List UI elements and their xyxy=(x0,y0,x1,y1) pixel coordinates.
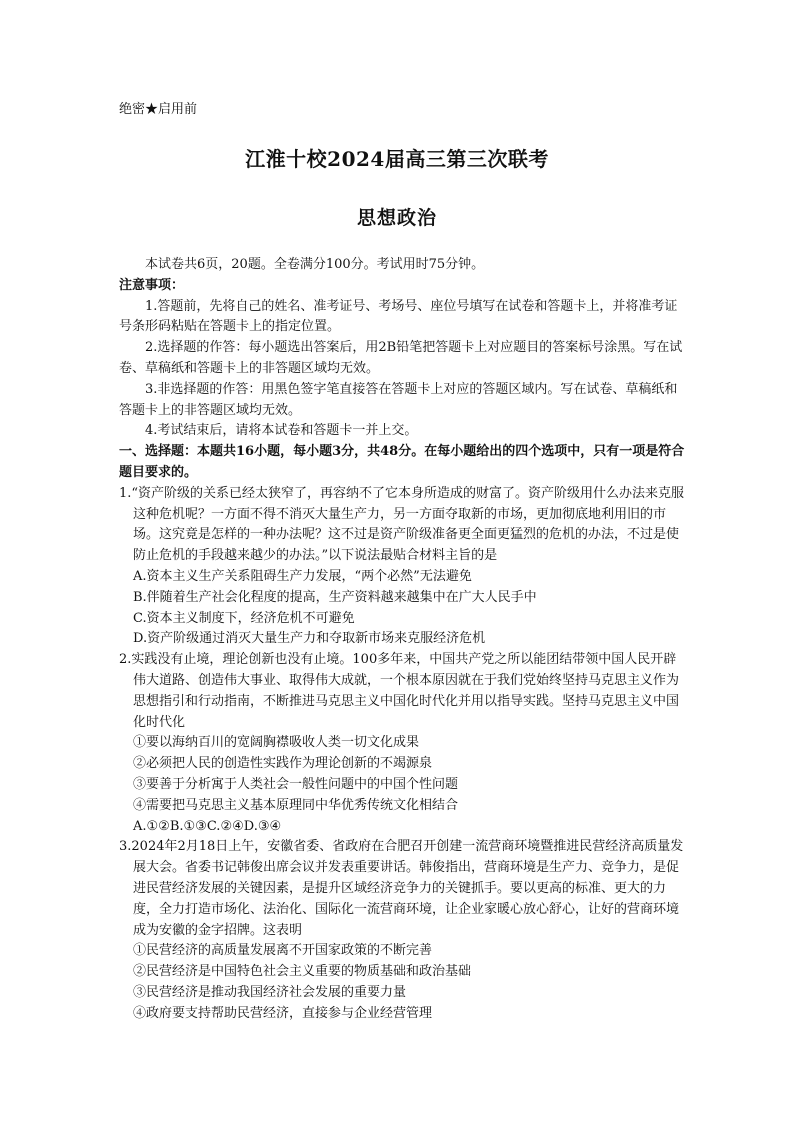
question-stem: 1.“资产阶级的关系已经太狭窄了，再容纳不了它本身所造成的财富了。资产阶级用什么办法来克服这种危机呢？一方面不得不消灭大量生产力，另一方面夺取新的市场，更加彻底地利用旧的市场。这究竟是怎样的一种办法呢？这不过是资产阶级准备更全面更猛烈的危机的办法，不过是使防止危机的手段越来越少的办法。”以下说法最贴合材料主旨的是 xyxy=(119,485,685,564)
exam-title: 江淮十校2024届高三第三次联考 xyxy=(245,147,549,171)
question-stem: 2.实践没有止境，理论创新也没有止境。100多年来，中国共产党之所以能团结带领中国人民开辟伟大道路、创造伟大事业、取得伟大成就，一个根本原因就在于我们党始终坚持马克思主义作为思想指引和行动指南，不断推进马克思主义中国化时代化并用以指导实践。坚持马克思主义中国化时代化 xyxy=(119,652,680,730)
answer-option: D.资产阶级通过消灭大量生产力和夺取新市场来克服经济危机 xyxy=(133,631,486,647)
answer-choices: A.①②B.①③C.②④D.③④ xyxy=(133,818,282,834)
question-stem: 3.2024年2月18日上午，安徽省委、省政府在合肥召开创建一流营商环境暨推进民营经济高质量发展大会。省委书记韩俊出席会议并发表重要讲话。韩俊指出，营商环境是生产力、竞争力，是促进民营经济发展的关键因素，是提升区域经济竞争力的关键抓手。要以更高的标准、更大的力度，全力打造市场化、法治化、国际化一流营商环境，让企业家暖心放心舒心，让好的营商环境成为安徽的金字招牌。这表明 xyxy=(119,839,684,938)
note-item: 4.考试结束后，请将本试卷和答题卡一并上交。 xyxy=(145,423,418,439)
section-heading: 一、选择题：本题共16小题，每小题3分，共48分。在每小题给出的四个选项中，只有一项是符合题目要求的。 xyxy=(119,444,685,480)
statement-option: ②民营经济是中国特色社会主义重要的物质基础和政治基础 xyxy=(133,964,472,980)
statement-option: ①要以海纳百川的宽阔胸襟吸收人类一切文化成果 xyxy=(133,735,420,751)
statement-option: ③要善于分析寓于人类社会一般性问题中的中国个性问题 xyxy=(133,776,459,792)
statement-option: ④政府要支持帮助民营经济，直接参与企业经营管理 xyxy=(133,1005,433,1021)
statement-option: ④需要把马克思主义基本原理同中华优秀传统文化相结合 xyxy=(133,797,459,813)
statement-option: ①民营经济的高质量发展离不开国家政策的不断完善 xyxy=(133,943,433,959)
exam-body xyxy=(119,255,685,1024)
statement-option: ③民营经济是推动我国经济社会发展的重要力量 xyxy=(133,984,407,1000)
statement-option: ②必须把人民的创造性实践作为理论创新的不竭源泉 xyxy=(133,756,433,772)
subject-title: 思想政治 xyxy=(356,207,437,229)
answer-option: A.资本主义生产关系阻碍生产力发展，“两个必然”无法避免 xyxy=(133,568,472,584)
confidential-label: 绝密★启用前 xyxy=(119,102,198,117)
notes-heading: 注意事项： xyxy=(119,277,185,293)
note-item: 1.答题前，先将自己的姓名、准考证号、考场号、座位号填写在试卷和答题卡上，并将准考证号条形码粘贴在答题卡上的指定位置。 xyxy=(119,298,678,335)
note-item: 3.非选择题的作答：用黑色签字笔直接答在答题卡上对应的答题区域内。写在试卷、草稿纸和答题卡上的非答题区域均无效。 xyxy=(119,381,678,418)
answer-option: C.资本主义制度下，经济危机不可避免 xyxy=(133,610,355,626)
exam-intro: 本试卷共6页，20题。全卷满分100分。考试用时75分钟。 xyxy=(145,257,485,272)
note-item: 2.选择题的作答：每小题选出答案后，用2B铅笔把答题卡上对应题目的答案标号涂黑。写在试卷、草稿纸和答题卡上的非答题区域均无效。 xyxy=(119,340,683,376)
answer-option: B.伴随着生产社会化程度的提高，生产资料越来越集中在广大人民手中 xyxy=(133,589,537,605)
